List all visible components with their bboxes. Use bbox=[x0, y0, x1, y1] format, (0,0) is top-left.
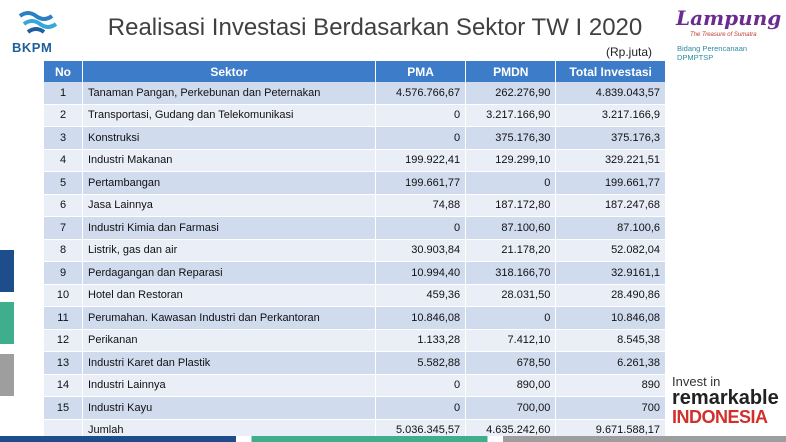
side-accent-gray bbox=[0, 354, 14, 396]
cell-no: 8 bbox=[44, 239, 83, 262]
cell-no: 9 bbox=[44, 262, 83, 285]
cell-sektor: Industri Lainnya bbox=[83, 374, 376, 397]
cell-no: 6 bbox=[44, 194, 83, 217]
cell-no: 10 bbox=[44, 284, 83, 307]
cell-total: 187.247,68 bbox=[556, 194, 666, 217]
cell-no: 5 bbox=[44, 172, 83, 195]
cell-sektor: Industri Makanan bbox=[83, 149, 376, 172]
cell-sektor: Perumahan. Kawasan Industri dan Perkantoran bbox=[83, 307, 376, 330]
cell-sektor: Industri Karet dan Plastik bbox=[83, 352, 376, 375]
invest-indonesia-logo bbox=[672, 375, 782, 426]
cell-pmdn: 129.299,10 bbox=[466, 149, 556, 172]
page-title: Realisasi Investasi Berdasarkan Sektor TW I 2020 bbox=[107, 14, 643, 41]
cell-total: 3.217.166,9 bbox=[556, 104, 666, 127]
invest-line1: Invest in bbox=[672, 374, 721, 389]
table-row bbox=[44, 194, 666, 217]
cell-pmdn: 21.178,20 bbox=[466, 239, 556, 262]
cell-sektor: Industri Kimia dan Farmasi bbox=[83, 217, 376, 240]
table-row bbox=[44, 284, 666, 307]
invest-line3: INDONESIA bbox=[672, 407, 768, 427]
cell-pmdn: 4.635.242,60 bbox=[466, 419, 556, 442]
cell-pmdn: 0 bbox=[466, 172, 556, 195]
cell-sektor: Perikanan bbox=[83, 329, 376, 352]
table-header-row bbox=[44, 61, 666, 82]
cell-no: 12 bbox=[44, 329, 83, 352]
cell-total: 329.221,51 bbox=[556, 149, 666, 172]
header-pma: PMA bbox=[376, 61, 466, 82]
cell-sektor: Tanaman Pangan, Perkebunan dan Peternakan bbox=[83, 82, 376, 104]
cell-pma: 0 bbox=[376, 104, 466, 127]
table-row bbox=[44, 172, 666, 195]
cell-total: 9.671.588,17 bbox=[556, 419, 666, 442]
table-row bbox=[44, 127, 666, 150]
cell-no: 1 bbox=[44, 82, 83, 104]
lampung-logo-tagline: The Treasure of Sumatra bbox=[690, 32, 757, 38]
cell-pma: 5.036.345,57 bbox=[376, 419, 466, 442]
cell-pma: 0 bbox=[376, 217, 466, 240]
cell-pma: 74,88 bbox=[376, 194, 466, 217]
cell-pma: 30.903,84 bbox=[376, 239, 466, 262]
cell-total: 6.261,38 bbox=[556, 352, 666, 375]
cell-pma: 0 bbox=[376, 127, 466, 150]
side-accent-green bbox=[0, 302, 14, 344]
cell-total: 890 bbox=[556, 374, 666, 397]
cell-pmdn: 7.412,10 bbox=[466, 329, 556, 352]
cell-pmdn: 87.100,60 bbox=[466, 217, 556, 240]
cell-total: 87.100,6 bbox=[556, 217, 666, 240]
bkpm-emblem-icon bbox=[18, 8, 58, 38]
cell-pmdn: 3.217.166,90 bbox=[466, 104, 556, 127]
cell-sektor: Jumlah bbox=[83, 419, 376, 442]
cell-sektor: Transportasi, Gudang dan Telekomunikasi bbox=[83, 104, 376, 127]
cell-pma: 1.133,28 bbox=[376, 329, 466, 352]
cell-pmdn: 890,00 bbox=[466, 374, 556, 397]
cell-pma: 10.994,40 bbox=[376, 262, 466, 285]
cell-no: 14 bbox=[44, 374, 83, 397]
cell-pmdn: 187.172,80 bbox=[466, 194, 556, 217]
table-row bbox=[44, 397, 666, 420]
cell-sektor: Konstruksi bbox=[83, 127, 376, 150]
cell-pmdn: 318.166,70 bbox=[466, 262, 556, 285]
cell-sektor: Listrik, gas dan air bbox=[83, 239, 376, 262]
table-row bbox=[44, 262, 666, 285]
cell-no: 11 bbox=[44, 307, 83, 330]
cell-pma: 0 bbox=[376, 374, 466, 397]
header-pmdn: PMDN bbox=[466, 61, 556, 82]
investment-table bbox=[44, 61, 666, 442]
cell-total: 8.545,38 bbox=[556, 329, 666, 352]
cell-pmdn: 0 bbox=[466, 307, 556, 330]
cell-no: 7 bbox=[44, 217, 83, 240]
table-row bbox=[44, 239, 666, 262]
invest-line2: remarkable bbox=[672, 387, 779, 409]
cell-sektor: Industri Kayu bbox=[83, 397, 376, 420]
table-row bbox=[44, 307, 666, 330]
cell-total: 10.846,08 bbox=[556, 307, 666, 330]
lampung-logo-brand: Lampung bbox=[676, 6, 782, 30]
cell-total: 700 bbox=[556, 397, 666, 420]
header-total: Total Investasi bbox=[556, 61, 666, 82]
header-sektor: Sektor bbox=[83, 61, 376, 82]
cell-pma: 199.661,77 bbox=[376, 172, 466, 195]
bottom-accent-line bbox=[0, 436, 786, 442]
table-row bbox=[44, 149, 666, 172]
cell-no: 15 bbox=[44, 397, 83, 420]
bkpm-logo-text: BKPM bbox=[12, 40, 53, 55]
side-accent-blue bbox=[0, 250, 14, 292]
table-row bbox=[44, 352, 666, 375]
cell-pma: 0 bbox=[376, 397, 466, 420]
lampung-logo bbox=[672, 6, 782, 62]
table-row bbox=[44, 82, 666, 104]
cell-pmdn: 262.276,90 bbox=[466, 82, 556, 104]
lampung-logo-sub: Bidang Perencanaan DPMPTSP bbox=[677, 44, 748, 62]
cell-no: 4 bbox=[44, 149, 83, 172]
cell-total: 4.839.043,57 bbox=[556, 82, 666, 104]
bkpm-logo bbox=[8, 8, 68, 56]
cell-pmdn: 678,50 bbox=[466, 352, 556, 375]
cell-total: 375.176,3 bbox=[556, 127, 666, 150]
cell-pma: 459,36 bbox=[376, 284, 466, 307]
cell-sektor: Hotel dan Restoran bbox=[83, 284, 376, 307]
cell-sektor: Pertambangan bbox=[83, 172, 376, 195]
header-no: No bbox=[44, 61, 83, 82]
cell-no: 13 bbox=[44, 352, 83, 375]
cell-no: 2 bbox=[44, 104, 83, 127]
unit-label: (Rp.juta) bbox=[606, 45, 653, 59]
cell-sektor: Jasa Lainnya bbox=[83, 194, 376, 217]
cell-sektor: Perdagangan dan Reparasi bbox=[83, 262, 376, 285]
cell-pmdn: 700,00 bbox=[466, 397, 556, 420]
table-row bbox=[44, 329, 666, 352]
table-row bbox=[44, 217, 666, 240]
cell-pma: 4.576.766,67 bbox=[376, 82, 466, 104]
table-row bbox=[44, 104, 666, 127]
cell-pmdn: 375.176,30 bbox=[466, 127, 556, 150]
cell-total: 32.9161,1 bbox=[556, 262, 666, 285]
cell-pma: 199.922,41 bbox=[376, 149, 466, 172]
table-row bbox=[44, 374, 666, 397]
cell-total: 28.490,86 bbox=[556, 284, 666, 307]
cell-pma: 5.582,88 bbox=[376, 352, 466, 375]
cell-no: 3 bbox=[44, 127, 83, 150]
cell-pma: 10.846,08 bbox=[376, 307, 466, 330]
cell-total: 199.661,77 bbox=[556, 172, 666, 195]
cell-total: 52.082,04 bbox=[556, 239, 666, 262]
cell-pmdn: 28.031,50 bbox=[466, 284, 556, 307]
